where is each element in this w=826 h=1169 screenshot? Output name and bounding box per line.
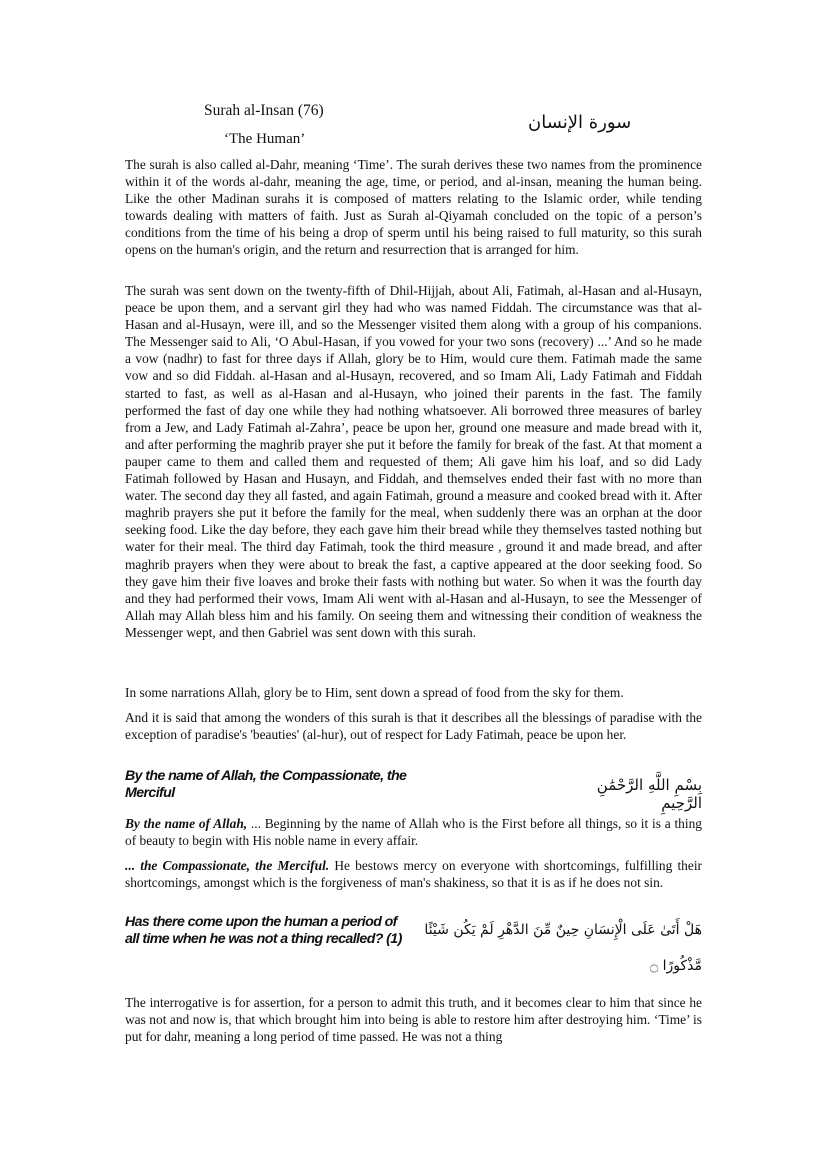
verse-1-translation: Has there come upon the human a period of all time when he was not a thing recalled? (1)	[125, 914, 402, 947]
intro-paragraph-3: In some narrations Allah, glory be to Him, sent down a spread of food from the sky for them.	[125, 685, 624, 700]
commentary-lead: By the name of Allah,	[125, 816, 248, 831]
arabic-surah-title: سورة الإنسان	[528, 112, 632, 133]
surah-title: Surah al-Insan (76)	[204, 102, 324, 119]
intro-paragraph-2: The surah was sent down on the twenty-fifth of Dhil-Hijjah, about Ali, Fatimah, al-Hasan and al-Husayn, peace be upon them, and a servant girl they had who was named Fiddah. The circumstance was that al-Hasan and al-Husayn, were ill, and so the Messenger visited them along with a group of his companions. The Messenger said to Ali, ‘O Abul-Hasan, if you vowed for your two sons (recovery) ...’ And so he made a vow (nadhr) to fast for three days if Allah, glory be to Him, would cure them. Fatimah made the same vow and so did Fiddah. al-Hasan and al-Husayn, recovered, and so Imam Ali, Lady Fatimah and Fiddah started to fast, as well as al-Hasan and al-Husayn, who joined their parents in the fast. The family performed the fast of day one while they had nothing whatsoever. Ali borrowed three measures of barley from a Jew, and Lady Fatimah al-Zahra’, peace be upon her, ground one measure and made bread with it, and after performing the maghrib prayer she put it before the family for break of the fast. At that moment a pauper came to them and called them and requested of them; Ali gave him his loaf, and so did Lady Fatimah followed by Hasan and Husayn, and Fiddah, and themselves ended their fast with no more than water. The second day they all fasted, and again Fatimah, ground a measure and cooked bread with it. After maghrib prayers she put it before the family for the meal, when suddenly there was an orphan at the door seeking food. Like the day before, they each gave him their bread while they themselves tasted nothing but water for their meal. The third day Fatimah, took the third measure , ground it and made bread, and after maghrib prayers when they were about to break the fast, a captive appeared at the door seeking food. So they gave him their five loaves and broke their fasts with nothing but water. So when it was the fourth day and they had performed their vows, Imam Ali went with al-Hasan and al-Husayn, to see the Messenger of Allah may Allah bless him and his family. On seeing them and witnessing their condition of weakness the Messenger wept, and then Gabriel was sent down with this surah.	[125, 283, 702, 640]
basmala-commentary-2	[125, 857, 702, 891]
commentary-text: He bestows mercy on everyone with shortcomings, fulfilling their shortcomings, amongst which is the forgiveness of man's shakiness, so that it is as if he does not sin.	[125, 858, 703, 891]
intro-paragraph-1: The surah is also called al-Dahr, meaning ‘Time’. The surah derives these two names from the prominence within it of the words al-dahr, meaning the age, time, or period, and al-insan, meaning the human being. Like the other Madinan surahs it is composed of matters relating to the Islamic order, while tending towards dealing with matters of faith. Just as Surah al-Qiyamah concluded on the topic of a person’s conditions from the time of his being a drop of sperm until his being raised to full maturity, so this surah opens on the human's origin, and the return and resurrection that is arranged for him.	[125, 157, 702, 258]
commentary-lead: ... the Compassionate, the Merciful.	[125, 858, 330, 873]
basmala-translation: By the name of Allah, the Compassionate, the Merciful	[125, 768, 407, 801]
commentary-text: ... Beginning by the name of Allah who is the First before all things, so it is a thing of beauty to begin with His noble name in every affair.	[125, 816, 702, 849]
basmala-commentary-1	[125, 815, 702, 849]
verse-1-commentary: The interrogative is for assertion, for a person to admit this truth, and it becomes clear to him that since he was not and now is, that which brought him into being is able to restore him after destroying him. ‘Time’ is put for dahr, meaning a long period of time passed. He was not a thing	[125, 995, 702, 1045]
verse-1-arabic-line-2: مَّذْكُورًا ۝	[649, 958, 702, 974]
intro-paragraph-4: And it is said that among the wonders of this surah is that it describes all the blessings of paradise with the exception of paradise's 'beauties' (al-hur), out of respect for Lady Fatimah, peace be upon her.	[125, 710, 702, 743]
verse-1-arabic-line-1: هَلْ أَتَىٰ عَلَى الْإِنسَانِ حِينٌ مِّنَ الدَّهْرِ لَمْ يَكُن شَيْئًا	[424, 922, 702, 938]
basmala-arabic: بِسْمِ اللَّهِ الرَّحْمَٰنِ الرَّحِيمِ	[596, 776, 702, 812]
surah-subtitle: ‘The Human’	[224, 131, 306, 147]
